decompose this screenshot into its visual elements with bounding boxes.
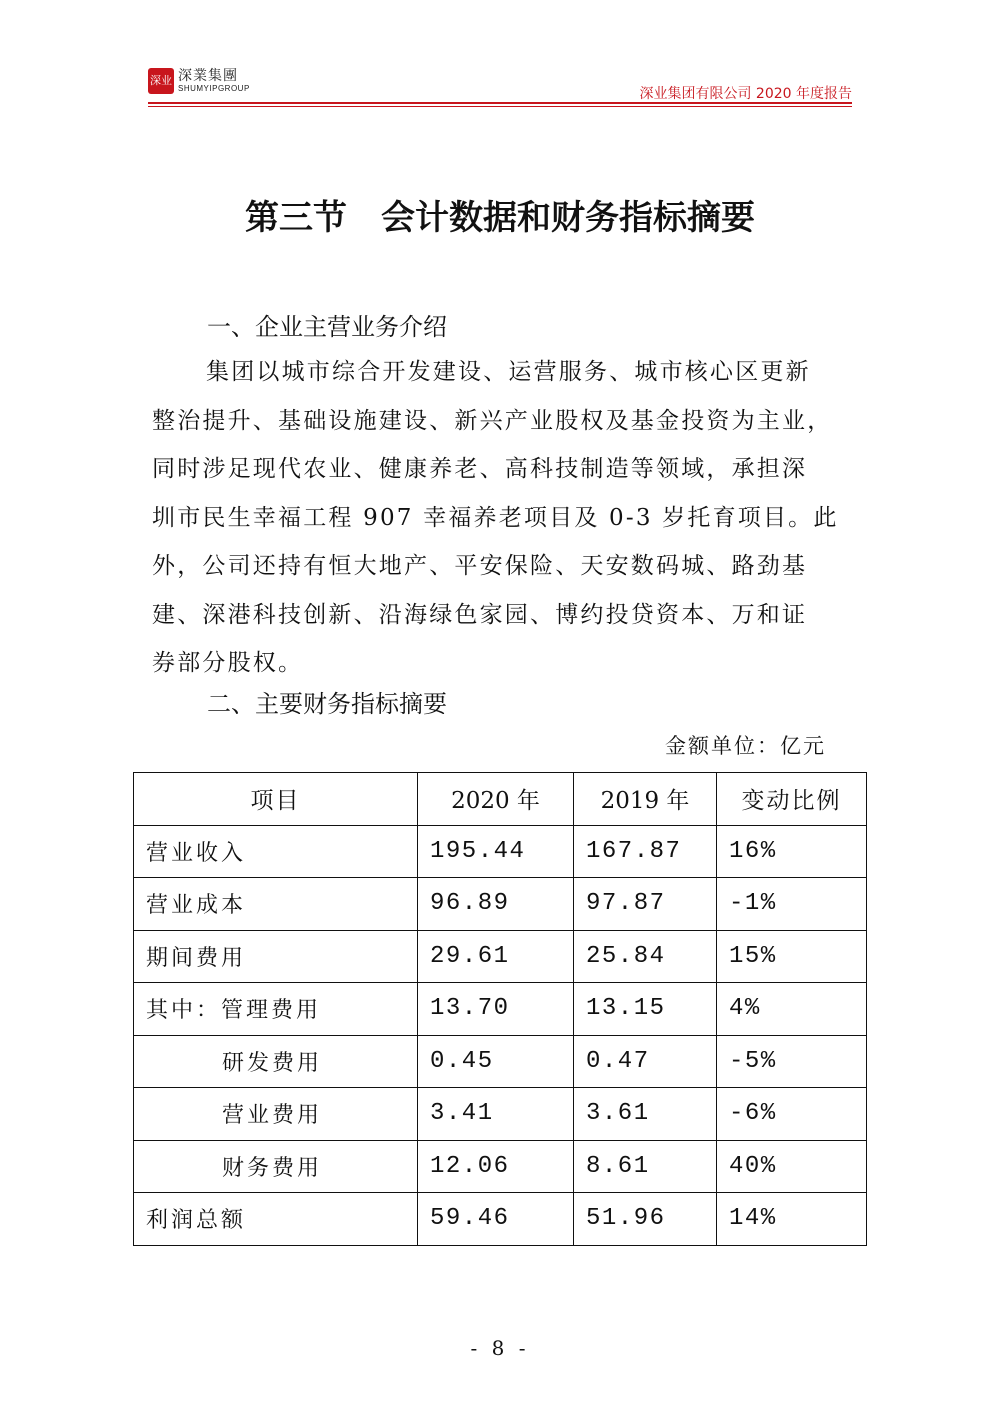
paragraph-line: 建、深港科技创新、沿海绿色家园、博约投贷资本、万和证 (152, 601, 808, 628)
col-header-2019: 2019 年 (574, 773, 717, 826)
change-ratio: -6% (717, 1088, 867, 1141)
row-label: 其中：管理费用 (134, 983, 418, 1036)
row-label: 财务费用 (134, 1140, 418, 1193)
heading-financial-summary: 二、主要财务指标摘要 (207, 690, 447, 718)
amount-unit: 金额单位：亿元 (665, 734, 826, 758)
value-2019: 0.47 (574, 1035, 717, 1088)
value-2019: 3.61 (574, 1088, 717, 1141)
header-rule (148, 102, 852, 104)
paragraph-line: 集团以城市综合开发建设、运营服务、城市核心区更新 (206, 359, 811, 385)
table-row (134, 930, 867, 983)
change-ratio: 15% (717, 930, 867, 983)
value-2020: 0.45 (418, 1035, 574, 1088)
logo-seal: 深业 (148, 68, 174, 94)
change-ratio: -5% (717, 1035, 867, 1088)
row-label: 营业费用 (134, 1088, 418, 1141)
value-2020: 195.44 (418, 825, 574, 878)
table-row (134, 1193, 867, 1246)
company-logo (148, 68, 250, 94)
value-2019: 167.87 (574, 825, 717, 878)
value-2019: 13.15 (574, 983, 717, 1036)
paragraph-line: 圳市民生幸福工程 907 幸福养老项目及 0-3 岁托育项目。此 (152, 504, 839, 531)
col-header-change: 变动比例 (717, 773, 867, 826)
table-row (134, 1035, 867, 1088)
change-ratio: 16% (717, 825, 867, 878)
value-2020: 29.61 (418, 930, 574, 983)
financial-summary-table (133, 772, 867, 1246)
paragraph-line: 外，公司还持有恒大地产、平安保险、天安数码城、路劲基 (152, 553, 808, 579)
change-ratio: 14% (717, 1193, 867, 1246)
heading-business-intro: 一、企业主营业务介绍 (207, 313, 447, 341)
section-title: 第三节 会计数据和财务指标摘要 (245, 198, 755, 238)
table-row (134, 1140, 867, 1193)
value-2020: 3.41 (418, 1088, 574, 1141)
col-header-2020: 2020 年 (418, 773, 574, 826)
value-2020: 96.89 (418, 878, 574, 931)
row-label: 营业收入 (134, 825, 418, 878)
logo-english-name: SHUMYIPGROUP (178, 84, 250, 93)
table-row (134, 878, 867, 931)
col-header-item: 项目 (134, 773, 418, 826)
row-label: 营业成本 (134, 878, 418, 931)
paragraph-line: 券部分股权。 (152, 650, 304, 676)
page-number: - 8 - (470, 1336, 530, 1360)
value-2020: 59.46 (418, 1193, 574, 1246)
header-rule-thin (148, 106, 852, 107)
paragraph-line: 同时涉足现代农业、健康养老、高科技制造等领域，承担深 (152, 456, 808, 482)
row-label: 研发费用 (134, 1035, 418, 1088)
row-label: 利润总额 (134, 1193, 418, 1246)
business-intro-paragraph (152, 348, 852, 688)
table-row (134, 983, 867, 1036)
paragraph-line: 整治提升、基础设施建设、新兴产业股权及基金投资为主业， (152, 407, 833, 434)
table-row (134, 825, 867, 878)
value-2020: 13.70 (418, 983, 574, 1036)
logo-chinese-name: 深業集團 (178, 68, 238, 84)
value-2019: 51.96 (574, 1193, 717, 1246)
value-2019: 25.84 (574, 930, 717, 983)
change-ratio: 4% (717, 983, 867, 1036)
value-2020: 12.06 (418, 1140, 574, 1193)
change-ratio: -1% (717, 878, 867, 931)
change-ratio: 40% (717, 1140, 867, 1193)
value-2019: 8.61 (574, 1140, 717, 1193)
table-header-row (134, 773, 867, 826)
table-row (134, 1088, 867, 1141)
row-label: 期间费用 (134, 930, 418, 983)
report-name: 深业集团有限公司 2020 年度报告 (639, 86, 852, 102)
value-2019: 97.87 (574, 878, 717, 931)
